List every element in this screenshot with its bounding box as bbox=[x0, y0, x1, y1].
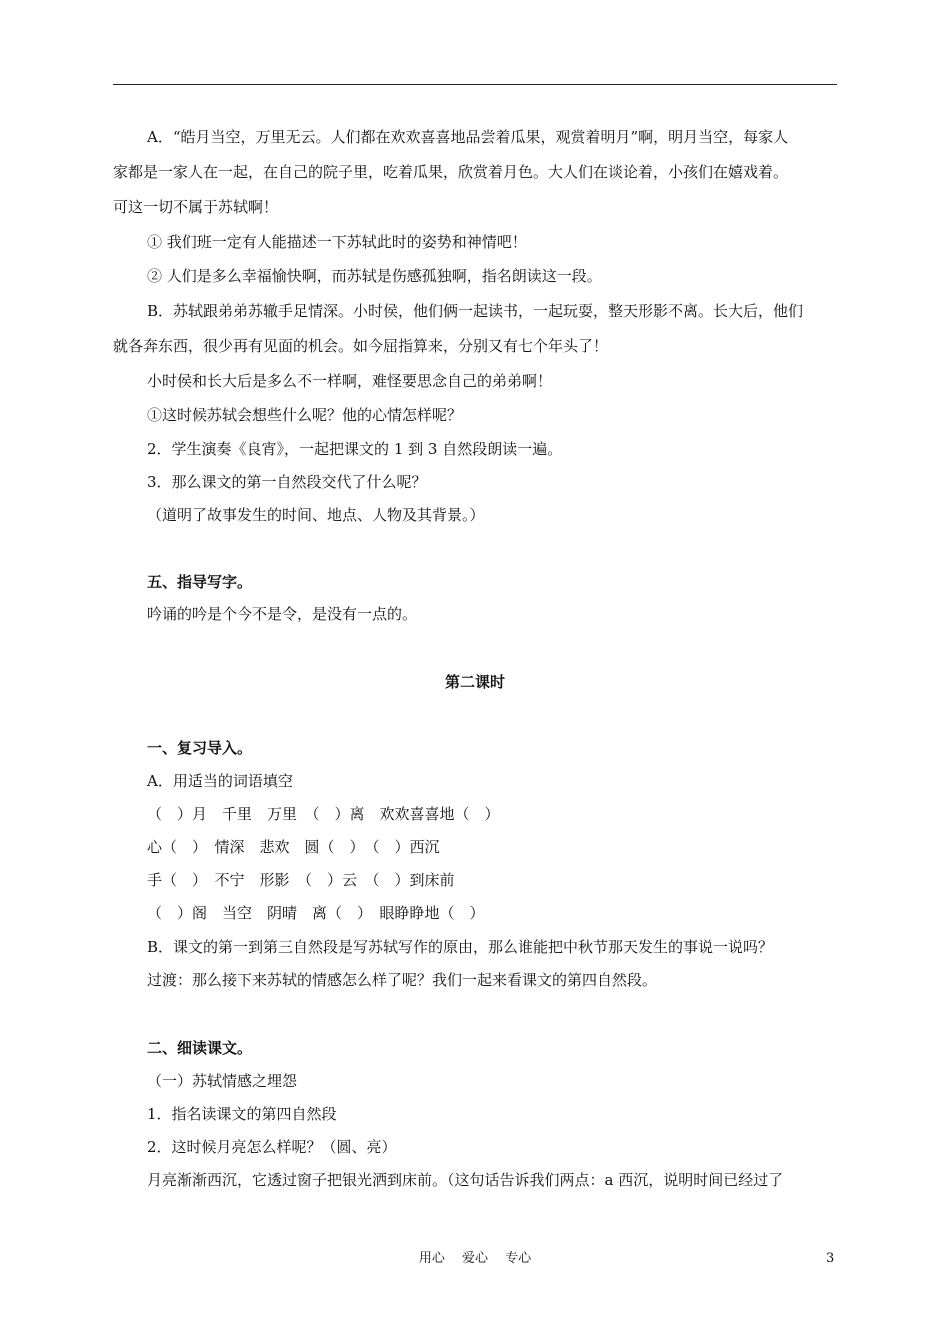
page-footer: 用心 爱心 专心 bbox=[418, 1251, 532, 1266]
paragraph-line: A．用适当的词语填空 bbox=[147, 772, 293, 790]
paragraph-line: 月亮渐渐西沉，它透过窗子把银光洒到床前。（这句话告诉我们两点：a 西沉，说明时间已经过了 bbox=[147, 1171, 784, 1189]
paragraph-line: 2．学生演奏《良宵》，一起把课文的 1 到 3 自然段朗读一遍。 bbox=[147, 440, 563, 458]
paragraph-line: 可这一切不属于苏轼啊！ bbox=[113, 198, 279, 216]
paragraph-line: （一）苏轼情感之埋怨 bbox=[147, 1072, 298, 1090]
section-heading: 一、复习导入。 bbox=[147, 739, 253, 757]
paragraph-line: 1．指名读课文的第四自然段 bbox=[147, 1105, 337, 1123]
fill-in-row: （ ）阁 当空 阴晴 离（ ） 眼睁睁地（ ） bbox=[147, 904, 485, 922]
paragraph-line: B．课文的第一到第三自然段是写苏轼写作的原由，那么谁能把中秋节那天发生的事说一说吗？ bbox=[147, 938, 774, 956]
paragraph-line: 3．那么课文的第一自然段交代了什么呢？ bbox=[147, 473, 427, 491]
paragraph-line: 2．这时候月亮怎么样呢？（圆、亮） bbox=[147, 1138, 397, 1156]
paragraph-line: B．苏轼跟弟弟苏辙手足情深。小时侯，他们俩一起读书，一起玩耍，整天形影不离。长大后，他们 bbox=[147, 302, 804, 320]
paragraph-line: 家都是一家人在一起，在自己的院子里，吃着瓜果，欣赏着月色。大人们在谈论着，小孩们在嬉戏着。 bbox=[113, 163, 789, 181]
paragraph-line: ① 我们班一定有人能描述一下苏轼此时的姿势和神情吧！ bbox=[147, 233, 527, 251]
paragraph-line: ①这时候苏轼会想些什么呢？他的心情怎样呢？ bbox=[147, 406, 463, 424]
section-heading: 五、指导写字。 bbox=[147, 573, 253, 591]
section-heading: 二、细读课文。 bbox=[147, 1039, 253, 1057]
paragraph-line: 就各奔东西，很少再有见面的机会。如今屈指算来，分别又有七个年头了！ bbox=[113, 337, 609, 355]
paragraph-line: （道明了故事发生的时间、地点、人物及其背景。） bbox=[147, 506, 485, 524]
paragraph-line: ② 人们是多么幸福愉快啊，而苏轼是伤感孤独啊，指名朗读这一段。 bbox=[147, 267, 602, 285]
paragraph-line: 过渡：那么接下来苏轼的情感怎么样了呢？我们一起来看课文的第四自然段。 bbox=[147, 971, 658, 989]
paragraph-line: 吟诵的吟是个今不是令，是没有一点的。 bbox=[147, 605, 418, 623]
lesson-title: 第二课时 bbox=[444, 673, 505, 691]
paragraph-line: A．“皓月当空，万里无云。人们都在欢欢喜喜地品尝着瓜果，观赏着明月”啊，明月当空，每家人 bbox=[147, 128, 789, 146]
fill-in-row: （ ）月 千里 万里 （ ）离 欢欢喜喜地（ ） bbox=[147, 805, 500, 823]
header-rule bbox=[113, 84, 837, 85]
paragraph-line: 小时侯和长大后是多么不一样啊，难怪要思念自己的弟弟啊！ bbox=[147, 372, 553, 390]
page-number: 3 bbox=[826, 1251, 835, 1266]
fill-in-row: 心（ ） 情深 悲欢 圆（ ） （ ）西沉 bbox=[147, 838, 440, 856]
fill-in-row: 手（ ） 不宁 形影 （ ）云 （ ）到床前 bbox=[147, 871, 455, 889]
